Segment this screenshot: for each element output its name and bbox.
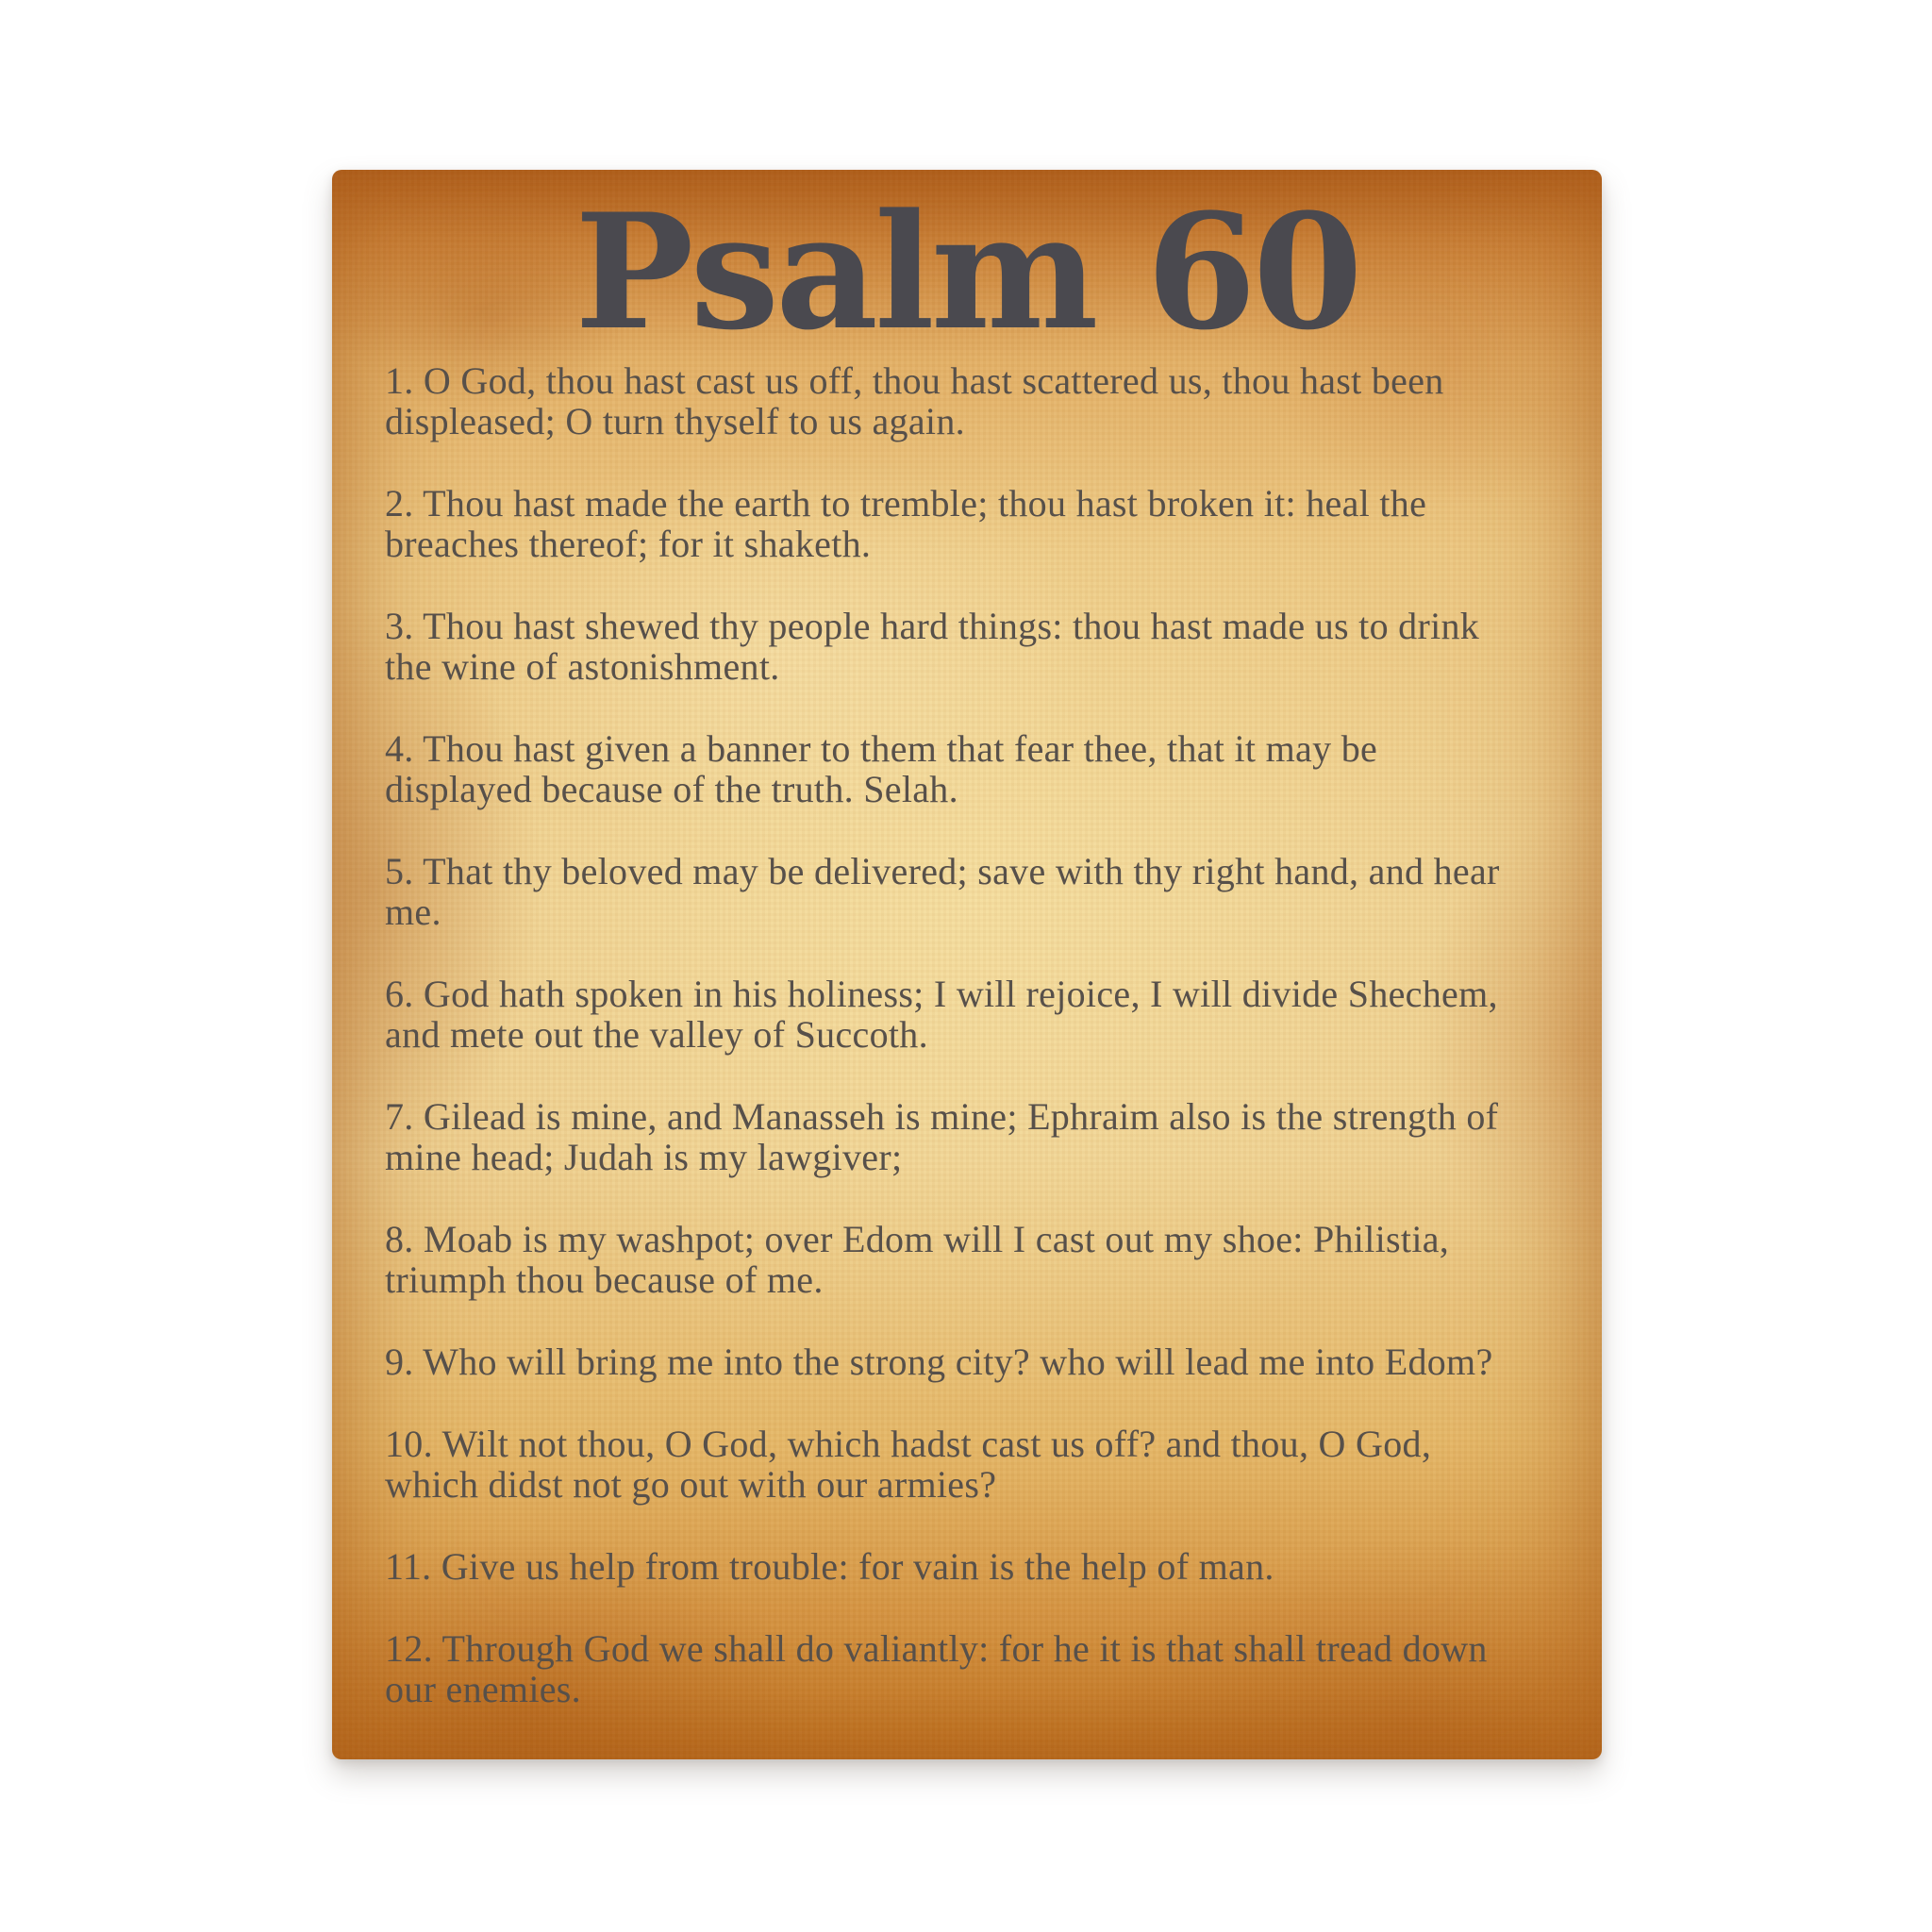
canvas-content — [332, 170, 1602, 1759]
verse-2: 2. Thou hast made the earth to tremble; thou hast broken it: heal the breaches thereof; for it shaketh. — [385, 482, 1427, 565]
verse-11: 11. Give us help from trouble: for vain is the help of man. — [385, 1545, 1274, 1588]
verse-1: 1. O God, thou hast cast us off, thou hast scattered us, thou hast been displeased; O turn thyself to us again. — [385, 359, 1444, 442]
verse-8: 8. Moab is my washpot; over Edom will I cast out my shoe: Philistia, triumph thou because of me. — [385, 1218, 1450, 1301]
verse-5: 5. That thy beloved may be delivered; save with thy right hand, and hear me. — [385, 850, 1500, 933]
verse-6: 6. God hath spoken in his holiness; I will rejoice, I will divide Shechem, and mete out the valley of Succoth. — [385, 973, 1498, 1056]
psalm-title: Psalm 60 — [575, 178, 1359, 365]
verse-4: 4. Thou hast given a banner to them that fear thee, that it may be displayed because of the truth. Selah. — [385, 727, 1378, 810]
verse-3: 3. Thou hast shewed thy people hard things: thou hast made us to drink the wine of astonishment. — [385, 605, 1480, 688]
verse-9: 9. Who will bring me into the strong city? who will lead me into Edom? — [385, 1341, 1493, 1383]
psalm-canvas-print — [332, 170, 1602, 1759]
verse-list — [385, 360, 1549, 1709]
verse-10: 10. Wilt not thou, O God, which hadst cast us off? and thou, O God, which didst not go out with our armies? — [385, 1423, 1432, 1506]
verse-7: 7. Gilead is mine, and Manasseh is mine; Ephraim also is the strength of mine head; Judah is my lawgiver; — [385, 1095, 1499, 1178]
verse-12: 12. Through God we shall do valiantly: for he it is that shall tread down our enemies. — [385, 1627, 1488, 1710]
